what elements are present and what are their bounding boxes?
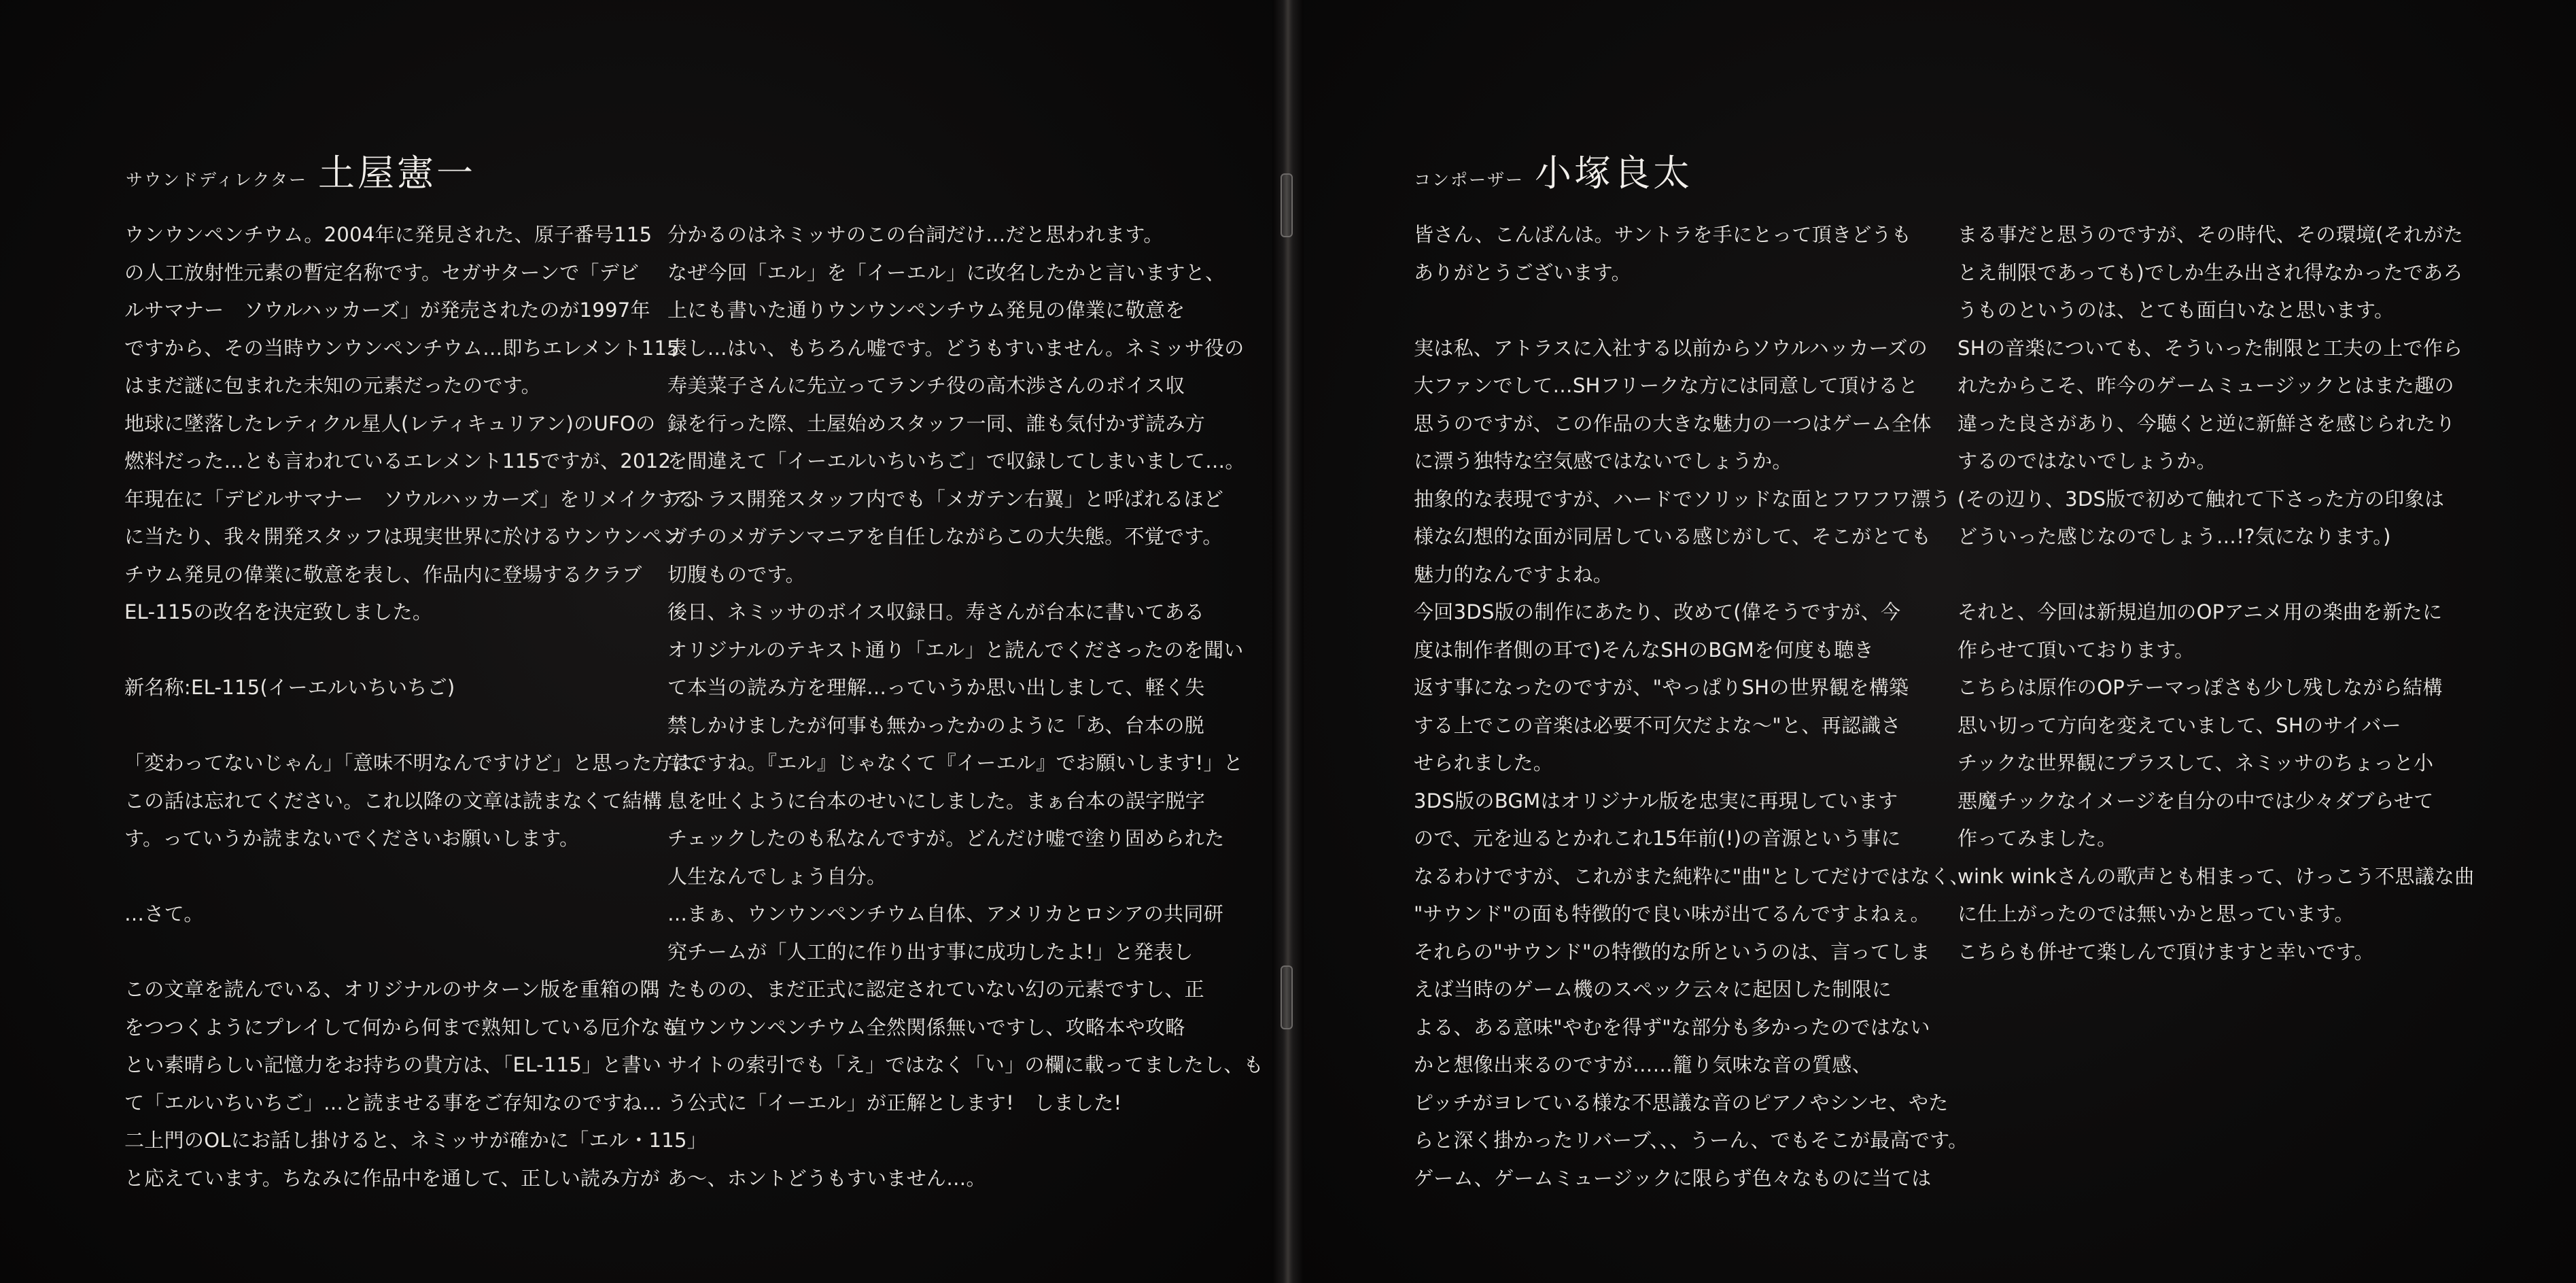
text-line: をつつくようにプレイして何から何まで熟知している厄介なも xyxy=(124,1015,680,1039)
text-line: て本当の読み方を理解…っていうか思い出しまして、軽く失 xyxy=(667,676,1205,699)
left-author-name: 土屋憲一 xyxy=(318,152,476,194)
text-line xyxy=(124,632,641,670)
text-line: チウム発見の偉業に敬意を表し、作品内に登場するクラブ xyxy=(124,562,642,586)
text-line: 実は私、アトラスに入社する以前からソウルハッカーズの xyxy=(1414,336,1928,360)
text-line: に漂う独特な空気感ではないでしょうか。 xyxy=(1414,449,1792,473)
text-line: はまだ謎に包まれた未知の元素だったのです。 xyxy=(124,374,541,397)
text-line: チェックしたのも私なんですが。どんだけ嘘で塗り固められた xyxy=(667,827,1225,850)
text-line: とえ制限であっても)でしか生み出され得なかったであろ xyxy=(1957,260,2463,284)
text-line: 年現在に「デビルサマナー ソウルハッカーズ」をリメイクする xyxy=(124,487,698,511)
text-line: 究チームが「人工的に作り出す事に成功したよ!」と発表し xyxy=(667,940,1194,963)
text-line: …さて。 xyxy=(124,902,204,925)
text-line: 人生なんでしょう自分。 xyxy=(667,864,887,888)
text-line: とい素晴らしい記憶力をお持ちの貴方は、「EL-115」と書い xyxy=(124,1053,662,1076)
text-line: この文章を読んでいる、オリジナルのサターン版を重箱の隅 xyxy=(124,978,660,1001)
text-line: ゲーム、ゲームミュージックに限らず色々なものに当ては xyxy=(1414,1166,1932,1190)
text-line: まる事だと思うのですが、その時代、その環境(それがた xyxy=(1957,223,2464,246)
text-line: SHの音楽についても、そういった制限と工夫の上で作ら xyxy=(1957,336,2463,360)
text-line: 今回3DS版の制作にあたり、改めて(偉そうですが、今 xyxy=(1414,600,1901,623)
text-line: ウンウンペンチウム。2004年に発見された、原子番号115 xyxy=(124,223,652,246)
text-line: サイトの索引でも「え」ではなく「い」の欄に載ってましたし、も xyxy=(667,1053,1264,1076)
text-line: この話は忘れてください。これ以降の文章は読まなくて結構 xyxy=(124,789,663,812)
right-role-label: コンポーザー xyxy=(1414,170,1525,190)
staple-bottom xyxy=(1281,965,1293,1029)
text-line: するのではないでしょうか。 xyxy=(1957,449,2216,473)
text-line: えば当時のゲーム機のスペック云々に起因した制限に xyxy=(1414,978,1892,1001)
text-line: なるわけですが、これがまた純粋に"曲"としてだけではなく、 xyxy=(1414,864,1970,888)
text-line: 新名称:EL-115(イーエルいちいちご) xyxy=(124,676,455,699)
right-column-2 xyxy=(1957,216,2474,971)
text-line: うものというのは、とても面白いなと思います。 xyxy=(1957,298,2395,322)
text-line xyxy=(124,858,641,896)
text-line: wink winkさんの歌声とも相まって、けっこう不思議な曲 xyxy=(1957,864,2475,888)
text-line: ので、元を辿るとかれこれ15年前(!)の音源という事に xyxy=(1414,827,1901,850)
text-line: の人工放射性元素の暫定名称です。セガサターンで「デビ xyxy=(124,260,640,284)
text-line: どういった感じなのでしょう…!?気になります。) xyxy=(1957,525,2391,548)
text-line: ですから、その当時ウンウンペンチウム…即ちエレメント115 xyxy=(124,336,680,360)
text-line: チックな世界観にプラスして、ネミッサのちょっと小 xyxy=(1957,751,2434,774)
text-line: それらの"サウンド"の特徴的な所というのは、言ってしま xyxy=(1414,940,1930,963)
text-line xyxy=(667,1122,1184,1160)
text-line: ありがとうございます。 xyxy=(1414,260,1631,284)
text-line: 度は制作者側の耳で)そんなSHのBGMを何度も聴き xyxy=(1414,638,1874,662)
text-line: する上でこの音楽は必要不可欠だよな〜"と、再認識さ xyxy=(1414,713,1901,737)
text-line: 息を吐くように台本のせいにしました。まぁ台本の誤字脱字 xyxy=(667,789,1206,812)
text-line: 3DS版のBGMはオリジナル版を忠実に再現しています xyxy=(1414,789,1898,812)
left-header xyxy=(126,144,476,196)
left-column-1 xyxy=(124,216,712,1197)
text-line: れたからこそ、昨今のゲームミュージックとはまた趣の xyxy=(1957,374,2454,397)
text-line: 作らせて頂いております。 xyxy=(1957,638,2195,662)
text-line: 寿美菜子さんに先立ってランチ役の高木渉さんのボイス収 xyxy=(667,374,1185,397)
left-role-label: サウンドディレクター xyxy=(126,170,308,190)
text-line xyxy=(1414,292,1930,330)
text-line: たものの、まだ正式に認定されていない幻の元素ですし、正 xyxy=(667,978,1204,1001)
text-line: に当たり、我々開発スタッフは現実世界に於けるウンウンペン xyxy=(124,525,682,548)
text-line: 「変わってないじゃん」「意味不明なんですけど」と思った方は、 xyxy=(124,751,712,774)
text-line: あ〜、ホントどうもすいません…。 xyxy=(667,1166,986,1190)
text-line: う公式に「イーエル」が正解とします! しました! xyxy=(667,1091,1122,1114)
text-line: ピッチがヨレている様な不思議な音のピアノやシンセ、やた xyxy=(1414,1091,1949,1114)
text-line: 録を行った際、土屋始めスタッフ一同、誰も気付かず読み方 xyxy=(667,411,1206,435)
right-column-1 xyxy=(1414,216,1970,1197)
text-line: …まぁ、ウンウンペンチウム自体、アメリカとロシアの共同研 xyxy=(667,902,1224,925)
text-line: こちらも併せて楽しんで頂けますと幸いです。 xyxy=(1957,940,2374,963)
text-line: 様な幻想的な面が同居している感じがして、そこがとても xyxy=(1414,525,1932,548)
text-line: 作ってみました。 xyxy=(1957,827,2117,850)
text-line: に仕上がったのでは無いかと思っています。 xyxy=(1957,902,2354,925)
text-line: 直ウンウンペンチウム全然関係無いですし、攻略本や攻略 xyxy=(667,1015,1185,1039)
text-line xyxy=(1957,556,2474,594)
text-line: 返す事になったのですが、"やっぱりSHの世界観を構築 xyxy=(1414,676,1909,699)
text-line: なぜ今回「エル」を「イーエル」に改名したかと言いますと、 xyxy=(667,260,1225,284)
text-line: それと、今回は新規追加のOPアニメ用の楽曲を新たに xyxy=(1957,600,2443,623)
text-line: 禁しかけましたが何事も無かったかのように「あ、台本の脱 xyxy=(667,713,1204,737)
text-line: ガチのメガテンマニアを自任しながらこの大失態。不覚です。 xyxy=(667,525,1223,548)
text-line: 字ですね。『エル』じゃなくて『イーエル』でお願いします!」と xyxy=(667,751,1244,774)
right-author-name: 小塚良太 xyxy=(1535,152,1693,194)
text-line: 思い切って方向を変えていまして、SHのサイバー xyxy=(1957,713,2401,737)
text-line: を間違えて「イーエルいちいちご」で収録してしまいまして…。 xyxy=(667,449,1245,473)
text-line: らと深く掛かったリバーブ、、、うーん、でもそこが最高です。 xyxy=(1414,1129,1968,1152)
text-line: 違った良さがあり、今聴くと逆に新鮮さを感じられたり xyxy=(1957,411,2456,435)
text-line: 切腹ものです。 xyxy=(667,562,805,586)
text-line: 二上門のOLにお話し掛けると、ネミッサが確かに「エル・115」 xyxy=(124,1129,708,1152)
text-line: 上にも書いた通りウンウンペンチウム発見の偉業に敬意を xyxy=(667,298,1185,322)
left-column-2 xyxy=(667,216,1264,1197)
staple-top xyxy=(1281,173,1293,237)
text-line: 地球に墜落したレティクル星人(レティキュリアン)のUFOの xyxy=(124,411,656,435)
text-line: 後日、ネミッサのボイス収録日。寿さんが台本に書いてある xyxy=(667,600,1205,623)
text-line: 表し…はい、もちろん嘘です。どうもすいません。ネミッサ役の xyxy=(667,336,1245,360)
text-line: EL-115の改名を決定致しました。 xyxy=(124,600,433,623)
right-header xyxy=(1414,144,1692,196)
text-line: こちらは原作のOPテーマっぽさも少し残しながら結構 xyxy=(1957,676,2443,699)
text-line xyxy=(124,707,641,745)
text-line: "サウンド"の面も特徴的で良い味が出てるんですよねぇ。 xyxy=(1414,902,1930,925)
text-line: 思うのですが、この作品の大きな魅力の一つはゲーム全体 xyxy=(1414,411,1932,435)
text-line: せられました。 xyxy=(1414,751,1554,774)
text-line: (その辺り、3DS版で初めて触れて下さった方の印象は xyxy=(1957,487,2445,511)
text-line: と応えています。ちなみに作品中を通して、正しい読み方が xyxy=(124,1166,661,1190)
text-line xyxy=(124,934,641,972)
text-line: オリジナルのテキスト通り「エル」と読んでくださったのを聞い xyxy=(667,638,1244,662)
text-line: 大ファンでして…SHフリークな方には同意して頂けると xyxy=(1414,374,1919,397)
text-line: 抽象的な表現ですが、ハードでソリッドな面とフワフワ漂う xyxy=(1414,487,1951,511)
text-line: 魅力的なんですよね。 xyxy=(1414,562,1614,586)
text-line: アトラス開発スタッフ内でも「メガテン右翼」と呼ばれるほど xyxy=(667,487,1224,511)
text-line: ルサマナー ソウルハッカーズ」が発売されたのが1997年 xyxy=(124,298,650,322)
text-line: す。っていうか読まないでくださいお願いします。 xyxy=(124,827,580,850)
text-line: 皆さん、こんばんは。サントラを手にとって頂きどうも xyxy=(1414,223,1912,246)
text-line: て「エルいちいちご」…と読ませる事をご存知なのですね… xyxy=(124,1091,663,1114)
text-line: かと想像出来るのですが……籠り気味な音の質感、 xyxy=(1414,1053,1872,1076)
text-line: 燃料だった…とも言われているエレメント115ですが、2012 xyxy=(124,449,672,473)
text-line: 分かるのはネミッサのこの台詞だけ…だと思われます。 xyxy=(667,223,1164,246)
text-line: 悪魔チックなイメージを自分の中では少々ダブらせて xyxy=(1957,789,2434,812)
text-line: よる、ある意味"やむを得ず"な部分も多かったのではない xyxy=(1414,1015,1930,1039)
